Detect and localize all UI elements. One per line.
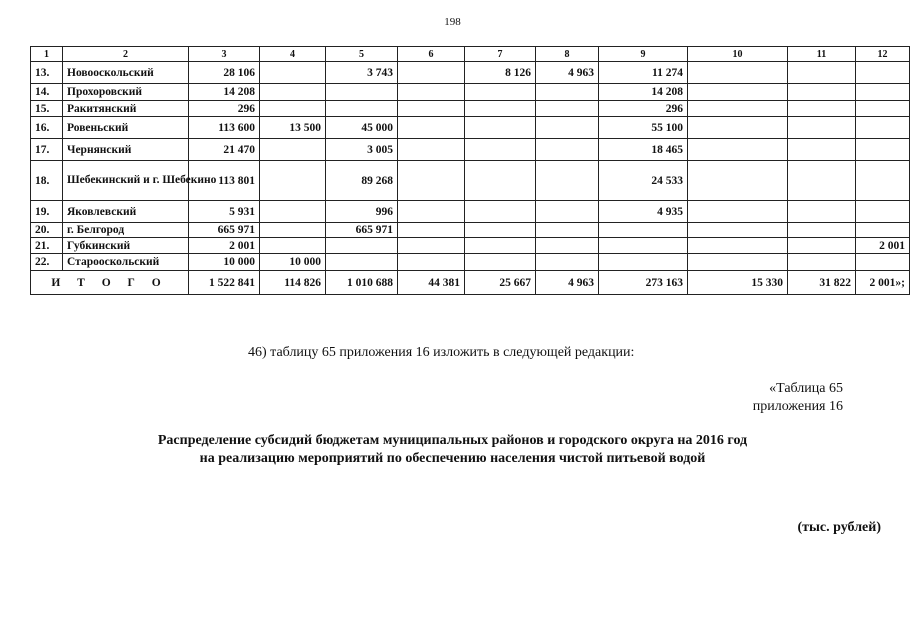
table-cell: 113 600	[189, 117, 260, 139]
table-cell: 13 500	[260, 117, 326, 139]
table-cell	[688, 139, 788, 161]
column-header: 9	[599, 47, 688, 62]
row-number: 13.	[31, 62, 63, 84]
table-cell: 2 001	[856, 238, 910, 254]
table-cell: 45 000	[326, 117, 398, 139]
table-cell: 21 470	[189, 139, 260, 161]
table-cell	[326, 238, 398, 254]
table-cell	[398, 62, 465, 84]
table-cell: 4 935	[599, 201, 688, 223]
table-cell: 5 931	[189, 201, 260, 223]
table-cell	[856, 101, 910, 117]
table-cell	[788, 101, 856, 117]
table-cell	[688, 201, 788, 223]
row-number: 21.	[31, 238, 63, 254]
table-cell	[398, 223, 465, 238]
table-cell: 665 971	[326, 223, 398, 238]
table-cell	[260, 161, 326, 201]
table-cell	[465, 139, 536, 161]
table-cell	[856, 139, 910, 161]
district-name: Прохоровский	[63, 84, 189, 101]
table-cell	[326, 254, 398, 271]
table-cell: 113 801	[189, 161, 260, 201]
table-cell: 18 465	[599, 139, 688, 161]
table-cell	[688, 161, 788, 201]
table-row	[31, 223, 910, 238]
table-cell	[856, 161, 910, 201]
total-cell: 114 826	[260, 271, 326, 295]
table-cell	[398, 84, 465, 101]
table-cell: 4 963	[536, 62, 599, 84]
district-name: Новооскольский	[63, 62, 189, 84]
table-cell	[398, 201, 465, 223]
table-cell	[788, 201, 856, 223]
table-cell	[788, 223, 856, 238]
table-cell	[788, 238, 856, 254]
table-cell	[536, 101, 599, 117]
table-cell	[260, 84, 326, 101]
table-cell	[856, 201, 910, 223]
table-cell	[536, 161, 599, 201]
table-cell: 89 268	[326, 161, 398, 201]
table-cell	[465, 201, 536, 223]
table-row	[31, 62, 910, 84]
row-number: 18.	[31, 161, 63, 201]
table-cell	[398, 101, 465, 117]
table-cell	[465, 223, 536, 238]
table-cell	[788, 62, 856, 84]
table-cell	[599, 223, 688, 238]
units-label: (тыс. рублей)	[797, 520, 881, 535]
header-row	[31, 47, 910, 62]
column-header: 11	[788, 47, 856, 62]
table-cell: 3 005	[326, 139, 398, 161]
table-cell: 3 743	[326, 62, 398, 84]
column-header: 7	[465, 47, 536, 62]
table-cell	[536, 117, 599, 139]
table-cell	[536, 223, 599, 238]
district-name: г. Белгород	[63, 223, 189, 238]
row-number: 22.	[31, 254, 63, 271]
table-row	[31, 139, 910, 161]
table-cell	[465, 254, 536, 271]
table-cell	[465, 117, 536, 139]
table-cell	[536, 254, 599, 271]
district-name: Старооскольский	[63, 254, 189, 271]
total-cell: 25 667	[465, 271, 536, 295]
table-cell	[788, 161, 856, 201]
table-reference	[753, 380, 843, 416]
column-header: 8	[536, 47, 599, 62]
district-name: Ракитянский	[63, 101, 189, 117]
row-number: 19.	[31, 201, 63, 223]
table-cell	[260, 201, 326, 223]
table-cell	[688, 84, 788, 101]
total-cell: 273 163	[599, 271, 688, 295]
total-label: И Т О Г О	[31, 271, 189, 295]
column-header: 3	[189, 47, 260, 62]
table-cell: 296	[599, 101, 688, 117]
table-reference-line1: «Таблица 65	[769, 381, 843, 396]
row-number: 17.	[31, 139, 63, 161]
column-header: 4	[260, 47, 326, 62]
table-row	[31, 238, 910, 254]
column-header: 12	[856, 47, 910, 62]
row-number: 15.	[31, 101, 63, 117]
district-name: Губкинский	[63, 238, 189, 254]
table-cell	[260, 223, 326, 238]
table-cell	[688, 62, 788, 84]
table-cell	[326, 84, 398, 101]
column-header: 1	[31, 47, 63, 62]
table-row	[31, 254, 910, 271]
subsidy-table	[30, 46, 910, 295]
table-cell	[688, 117, 788, 139]
table-cell	[788, 254, 856, 271]
table-cell	[398, 139, 465, 161]
row-number: 14.	[31, 84, 63, 101]
table-row	[31, 101, 910, 117]
table-cell	[398, 238, 465, 254]
district-name: Шебекинский и г. Шебекино	[63, 161, 189, 201]
total-cell: 31 822	[788, 271, 856, 295]
table-cell	[688, 101, 788, 117]
table-cell	[688, 238, 788, 254]
total-cell: 2 001»;	[856, 271, 910, 295]
total-cell: 44 381	[398, 271, 465, 295]
table-cell: 14 208	[599, 84, 688, 101]
table-cell: 28 106	[189, 62, 260, 84]
table-cell: 8 126	[465, 62, 536, 84]
table-row	[31, 117, 910, 139]
table-cell	[856, 62, 910, 84]
table-row	[31, 84, 910, 101]
total-row	[31, 271, 910, 295]
table-cell	[788, 117, 856, 139]
page-number: 198	[444, 16, 461, 28]
total-cell: 1 522 841	[189, 271, 260, 295]
table-cell	[260, 238, 326, 254]
table-cell: 665 971	[189, 223, 260, 238]
table-cell	[599, 254, 688, 271]
column-header: 10	[688, 47, 788, 62]
table-cell	[465, 101, 536, 117]
table-cell: 296	[189, 101, 260, 117]
row-number: 16.	[31, 117, 63, 139]
row-number: 20.	[31, 223, 63, 238]
table-cell: 10 000	[260, 254, 326, 271]
table-row	[31, 161, 910, 201]
table-cell: 996	[326, 201, 398, 223]
heading-line2: на реализацию мероприятий по обеспечению населения чистой питьевой водой	[199, 451, 706, 466]
table-cell: 24 533	[599, 161, 688, 201]
table-cell	[465, 161, 536, 201]
table-cell	[260, 139, 326, 161]
table-cell	[260, 62, 326, 84]
total-cell: 4 963	[536, 271, 599, 295]
table-cell	[856, 117, 910, 139]
table-cell	[688, 254, 788, 271]
table-cell	[465, 84, 536, 101]
table-cell	[536, 238, 599, 254]
table-cell: 14 208	[189, 84, 260, 101]
instruction-text: 46) таблицу 65 приложения 16 изложить в следующей редакции:	[248, 345, 635, 360]
column-header: 6	[398, 47, 465, 62]
table-cell	[326, 101, 398, 117]
table-cell	[398, 254, 465, 271]
table-cell	[856, 84, 910, 101]
column-header: 5	[326, 47, 398, 62]
table-cell: 11 274	[599, 62, 688, 84]
table-cell	[536, 139, 599, 161]
total-cell: 1 010 688	[326, 271, 398, 295]
table-cell	[599, 238, 688, 254]
table-cell	[260, 101, 326, 117]
table-cell	[856, 223, 910, 238]
district-name: Чернянский	[63, 139, 189, 161]
table-cell	[856, 254, 910, 271]
table-reference-line2: приложения 16	[752, 399, 843, 414]
table-cell	[788, 139, 856, 161]
table-cell	[398, 161, 465, 201]
table-cell	[688, 223, 788, 238]
table-row	[31, 201, 910, 223]
table-cell	[465, 238, 536, 254]
table-cell: 10 000	[189, 254, 260, 271]
section-heading	[0, 432, 905, 468]
heading-line1: Распределение субсидий бюджетам муниципальных районов и городского округа на 2016 год	[157, 433, 748, 448]
district-name: Яковлевский	[63, 201, 189, 223]
table-cell: 55 100	[599, 117, 688, 139]
table-cell	[398, 117, 465, 139]
column-header: 2	[63, 47, 189, 62]
table-cell: 2 001	[189, 238, 260, 254]
table-cell	[788, 84, 856, 101]
table-cell	[536, 84, 599, 101]
district-name: Ровеньский	[63, 117, 189, 139]
total-cell: 15 330	[688, 271, 788, 295]
table-cell	[536, 201, 599, 223]
